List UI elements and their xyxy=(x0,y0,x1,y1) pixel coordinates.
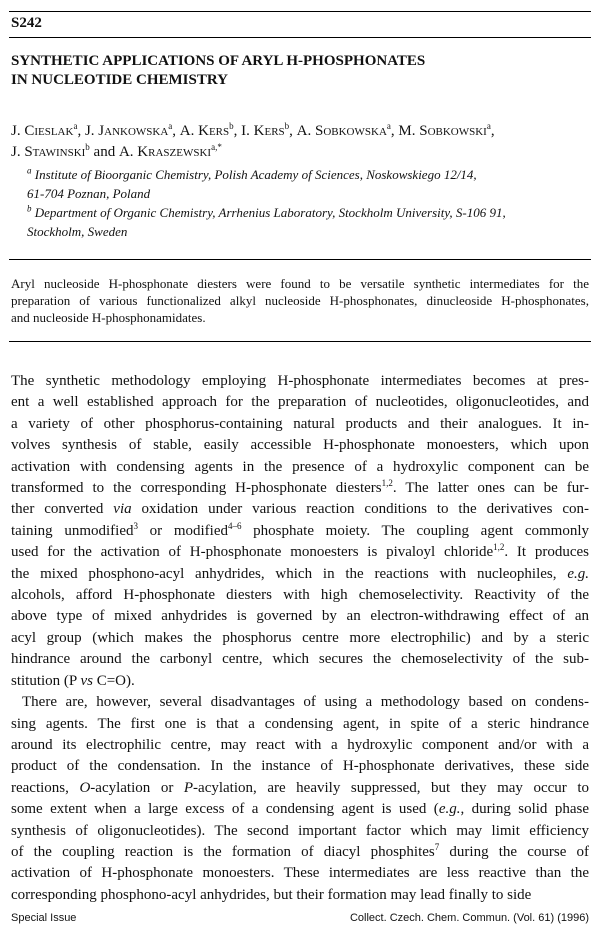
body-line: above type of mixed anhydrides is governed by an electron-withdrawing effect of an xyxy=(11,608,589,625)
italic-term: P xyxy=(183,779,194,796)
body-line: stitution (P vs C=O). xyxy=(11,672,135,689)
author-line-1 xyxy=(11,121,495,142)
author-affil-mark: b xyxy=(229,121,234,131)
citation-ref: 4–6 xyxy=(228,520,242,531)
footer-issue: Special Issue xyxy=(11,912,77,924)
body-line: ther converted via oxidation under various reaction conditions to the derivatives con- xyxy=(11,501,589,518)
abstract-top-rule xyxy=(9,259,591,260)
footer-citation: Collect. Czech. Chem. Commun. (Vol. 61) (1996) xyxy=(349,912,589,924)
title-line-2: IN NUCLEOTIDE CHEMISTRY xyxy=(11,72,229,88)
affiliation-a-line-2: 61-704 Poznan, Poland xyxy=(27,186,151,201)
author-separator: , xyxy=(77,123,85,139)
body-line: ent a well established approach for the preparation of nucleotides, oligonucleotides, and xyxy=(11,394,589,411)
body-line: of the coupling reaction is the formation of diacyl phosphites$^7$ during the course of xyxy=(11,841,589,860)
author-affil-mark: a,* xyxy=(211,142,222,152)
abstract-line: preparation of various functionalized alkyl nucleoside H-phosphonates, dinucleoside H-phosphonates, xyxy=(11,293,589,308)
body-line: synthesis of oligonucleotides). The second important factor which may limit efficiency xyxy=(11,822,589,839)
abstract-line: Aryl nucleoside H-phosphonate diesters were found to be versatile synthetic intermediates for the xyxy=(11,276,589,291)
abstract-bottom-rule xyxy=(9,341,591,342)
body-line: activation of H-phosphonate monoesters. These intermediates are less reactive than the xyxy=(11,865,589,882)
body-line: transformed to the corresponding H-phosphonate diesters$^{1,2}$. The latter ones can be fur- xyxy=(11,478,589,497)
italic-term: e.g. xyxy=(567,565,589,582)
title-line-1: SYNTHETIC APPLICATIONS OF ARYL H-PHOSPHONATES xyxy=(11,53,426,69)
author-name: J. Jankowska xyxy=(84,123,169,139)
body-line: some extent when a large excess of a condensing agent is used (e.g., during solid phase xyxy=(11,801,589,818)
author-name: A. Kers xyxy=(179,123,230,139)
citation-ref: 1,2 xyxy=(381,478,393,489)
author-line-2 xyxy=(11,142,495,163)
citation-ref: 7 xyxy=(434,841,440,852)
citation-ref: 3 xyxy=(133,520,138,531)
author-affil-mark: b xyxy=(284,121,290,131)
affiliation-text: Institute of Bioorganic Chemistry, Polish Academy of Sciences, Noskowskiego 12/14, xyxy=(34,167,477,182)
header-rule xyxy=(9,37,591,38)
author-affil-mark: a xyxy=(73,121,78,131)
author-affil-mark: a xyxy=(168,121,173,131)
author-affil-mark: b xyxy=(85,142,90,152)
article-title xyxy=(11,52,425,90)
author-affil-mark: a xyxy=(486,121,491,131)
body-line: The synthetic methodology employing H-phosphonate intermediates becomes at pres- xyxy=(11,373,589,389)
affiliation-text: Department of Organic Chemistry, Arrhenius Laboratory, Stockholm University, S-106 91, xyxy=(34,205,506,220)
body-line: alcohols, afford H-phosphonate diesters with high chemoselectivity. Reactivity of the xyxy=(11,587,589,604)
body-text xyxy=(11,371,589,906)
author-name: A. Kraszewski xyxy=(118,144,212,160)
affiliation-label: a xyxy=(27,165,32,176)
author-list xyxy=(11,121,495,163)
body-line: There are, however, several disadvantages of using a methodology based on condens- xyxy=(22,694,589,711)
affiliations xyxy=(27,165,506,241)
affiliation-label: b xyxy=(27,203,32,214)
affiliation-a-line-1 xyxy=(27,165,506,184)
author-separator: , xyxy=(233,123,242,139)
abstract-line: and nucleoside H-phosphonamidates. xyxy=(11,310,206,325)
body-line: volves synthesis of stable, easily accessible H-phosphonate monoesters, which upon xyxy=(11,437,589,454)
author-name: J. Cieslak xyxy=(11,123,74,139)
body-line: hindrance around the carbonyl centre, which secures the chemoselectivity of the sub- xyxy=(11,651,589,668)
body-line: a variety of other phosphorus-containing natural products and their analogues. It in- xyxy=(11,415,589,432)
body-line: around its electrophilic centre, may react with a hydroxylic component and/or with a xyxy=(11,736,589,753)
author-name: J. Stawinski xyxy=(11,144,86,160)
author-separator: and xyxy=(89,144,119,160)
author-name: I. Kers xyxy=(241,123,285,139)
body-line: taining unmodified$^3$ or modified$^{4-6}$ phosphate moiety. The coupling agent commonly xyxy=(11,520,589,539)
italic-term: vs xyxy=(80,672,93,689)
body-line: product of the condensation. In the instance of H-phosphonate derivatives, these side xyxy=(11,758,589,775)
citation-ref: 1,2 xyxy=(493,542,505,553)
body-line: the mixed phosphono-acyl anhydrides, which in the reactions with nucleophiles, e.g. xyxy=(11,565,589,582)
body-line: used for the activation of H-phosphonate monoesters is pivaloyl chloride$^{1,2}$. It produces xyxy=(11,542,590,561)
body-line: sing agents. The first one is that a condensing agent, in spite of a steric hindrance xyxy=(11,715,589,732)
author-separator: , xyxy=(490,123,495,139)
abstract xyxy=(11,275,589,326)
affiliation-b-line-2: Stockholm, Sweden xyxy=(27,224,128,239)
author-affil-mark: a xyxy=(386,121,391,131)
body-line: corresponding phosphono-acyl anhydrides, but their formation may lead finally to side xyxy=(11,886,532,903)
author-name: A. Sobkowska xyxy=(296,123,387,139)
author-separator: , xyxy=(172,123,180,139)
author-name: M. Sobkowski xyxy=(398,123,487,139)
italic-term: via xyxy=(113,501,132,518)
author-separator: , xyxy=(390,123,399,139)
body-line: acyl group (which makes the phosphorus centre more electrophilic) and by a steric xyxy=(11,629,589,646)
italic-term: O xyxy=(79,779,91,796)
body-line: reactions, O-acylation or P-acylation, are heavily suppressed, but they may occur to xyxy=(11,779,590,796)
italic-term: e.g. xyxy=(438,801,461,818)
page-number: S242 xyxy=(11,15,42,31)
author-separator: , xyxy=(289,123,297,139)
top-rule xyxy=(9,11,591,12)
affiliation-b-line-1 xyxy=(27,203,506,222)
body-line: activation with condensing agents in the presence of a hydroxylic component can be xyxy=(11,458,589,475)
